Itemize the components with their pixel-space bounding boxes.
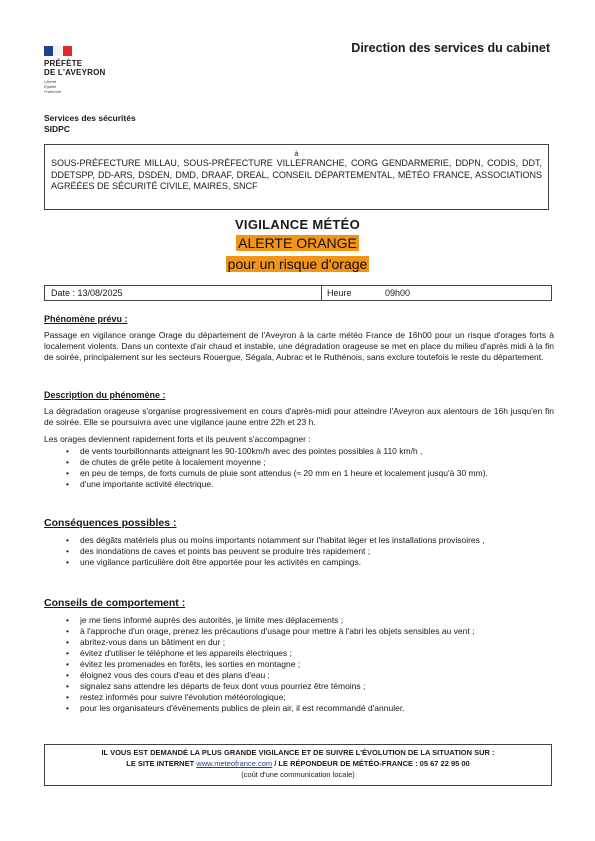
list-item: • de chutes de grêle petite à localement moyenne ;: [44, 457, 554, 468]
service-name: Services des sécurités: [44, 113, 136, 123]
list-item: • de vents tourbillonnants atteignant les 90-100km/h avec des pointes possibles à 110 km/h ,: [44, 446, 554, 457]
service-block: [44, 113, 136, 135]
direction-title: Direction des services du cabinet: [351, 41, 550, 55]
devise-liberte: Liberté: [44, 79, 57, 84]
consequences-list: [44, 535, 554, 568]
recipients-box: [44, 144, 549, 210]
footer-phone: / LE RÉPONDEUR DE MÉTÉO-FRANCE : 05 67 22 95 00: [274, 759, 470, 768]
list-item: • une vigilance particulière doit être apportée pour les activités en campings.: [44, 557, 554, 568]
list-item: • d'une importante activité électrique.: [44, 479, 554, 490]
prefecture-line2: DE L'AVEYRON: [44, 68, 106, 77]
date-box: [44, 285, 552, 301]
description-text: La dégradation orageuse s'organise progressivement en cours d'après-midi pour atteindre l'Aveyron aux alentours de 16h jusqu'en fin de soirée. Elle se poursuivra avec une vigilance jaune entre 22h et 23 h.: [44, 406, 554, 427]
description-heading: Description du phénomène :: [44, 390, 166, 400]
devise: [44, 79, 134, 94]
list-item: • éloignez vous des cours d'eau et des plans d'eau ;: [44, 670, 554, 681]
phenomene-text: Passage en vigilance orange Orage du département de l'Aveyron à la carte météo France de 16h00 pour un risque d'orages forts à localement violents. Dans un contexte d'air chaud et instable, une dégradation orageuse se met en place du milieu d'après midi à la fin de soirée, principalement sur les secteurs Rouergue, Ségala, Aubrac et le Ruthénois, sans exclure toutefois le reste du département.: [44, 330, 554, 362]
conseils-heading: Conseils de comportement :: [44, 597, 186, 609]
description-list: [44, 446, 554, 490]
list-item: • pour les organisateurs d'évènements publics de plein air, il est recommandé d'annuler.: [44, 703, 554, 714]
description-intro: Les orages deviennent rapidement forts et ils peuvent s'accompagner :: [44, 434, 311, 444]
prefecture-logo: [44, 44, 134, 94]
flag-icon: [44, 46, 72, 56]
alert-level: ALERTE ORANGE: [238, 235, 357, 251]
risk-line: [0, 256, 595, 272]
prefecture-line1: PRÉFÈTE: [44, 59, 83, 68]
footer-cost-note: (coût d'une communication locale): [241, 770, 355, 779]
list-item: • des dégâts matériels plus ou moins importants notamment sur l'habitat léger et les installations provisoires ,: [44, 535, 554, 546]
marianne-logo: [44, 44, 134, 56]
date-value: Date : 13/08/2025: [51, 288, 123, 298]
list-item: • restez informés pour suivre l'évolution météorologique;: [44, 692, 554, 703]
heure-value: 09h00: [385, 288, 411, 298]
service-acronym: SIDPC: [44, 124, 70, 134]
list-item: • évitez d'utiliser le téléphone et les appareils électriques ;: [44, 648, 554, 659]
recipients-list: SOUS-PRÉFECTURE MILLAU, SOUS-PRÉFECTURE VILLEFRANCHE, CORG GENDARMERIE, DDPN, CODIS, DDT, DDETSPP, DD-ARS, DSDEN, DMD, DRAAF, DREAL, CONSEIL DÉPARTEMENTAL, MÉTÉO FRANCE, ASSOCIATIONS AGRÉÉES DE SÉCURITÉ CIVILE, MAIRES, SNCF: [51, 158, 542, 191]
prefecture-name: [44, 59, 134, 77]
list-item: • abritez-vous dans un bâtiment en dur ;: [44, 637, 554, 648]
alert-level-line: [0, 235, 595, 251]
devise-fraternite: Fraternité: [44, 89, 62, 94]
list-item: • je me tiens informé auprès des autorités, je limite mes déplacements ;: [44, 615, 554, 626]
recipients-a: à: [294, 149, 299, 158]
footer-line1: IL VOUS EST DEMANDÉ LA PLUS GRANDE VIGILANCE ET DE SUIVRE L'ÉVOLUTION DE LA SITUATION SUR :: [101, 748, 495, 757]
meteofrance-link[interactable]: www.meteofrance.com: [196, 759, 273, 768]
date-divider: [321, 286, 322, 300]
conseils-list: [44, 615, 554, 714]
list-item: • des inondations de caves et points bas peuvent se produire très rapidement ;: [44, 546, 554, 557]
heure-label: Heure: [327, 288, 352, 298]
list-item: • à l'approche d'un orage, prenez les précautions d'usage pour mettre à l'abri les objets sensibles au vent ;: [44, 626, 554, 637]
devise-egalite: Égalité: [44, 84, 57, 89]
list-item: • signalez sans attendre les départs de feux dont vous pourriez être témoins ;: [44, 681, 554, 692]
list-item: • évitez les promenades en forêts, les sorties en montagne ;: [44, 659, 554, 670]
consequences-heading: Conséquences possibles :: [44, 517, 177, 529]
risk-type: pour un risque d'orage: [227, 256, 368, 272]
footer-box: [44, 744, 552, 786]
vigilance-title: VIGILANCE MÉTÉO: [234, 217, 361, 232]
list-item: • en peu de temps, de forts cumuls de pluie sont attendus (≈ 20 mm en 1 heure et localement jusqu'à 30 mm).: [44, 468, 554, 479]
phenomene-heading: Phénomène prévu :: [44, 314, 128, 324]
footer-site-label: LE SITE INTERNET: [126, 759, 195, 768]
